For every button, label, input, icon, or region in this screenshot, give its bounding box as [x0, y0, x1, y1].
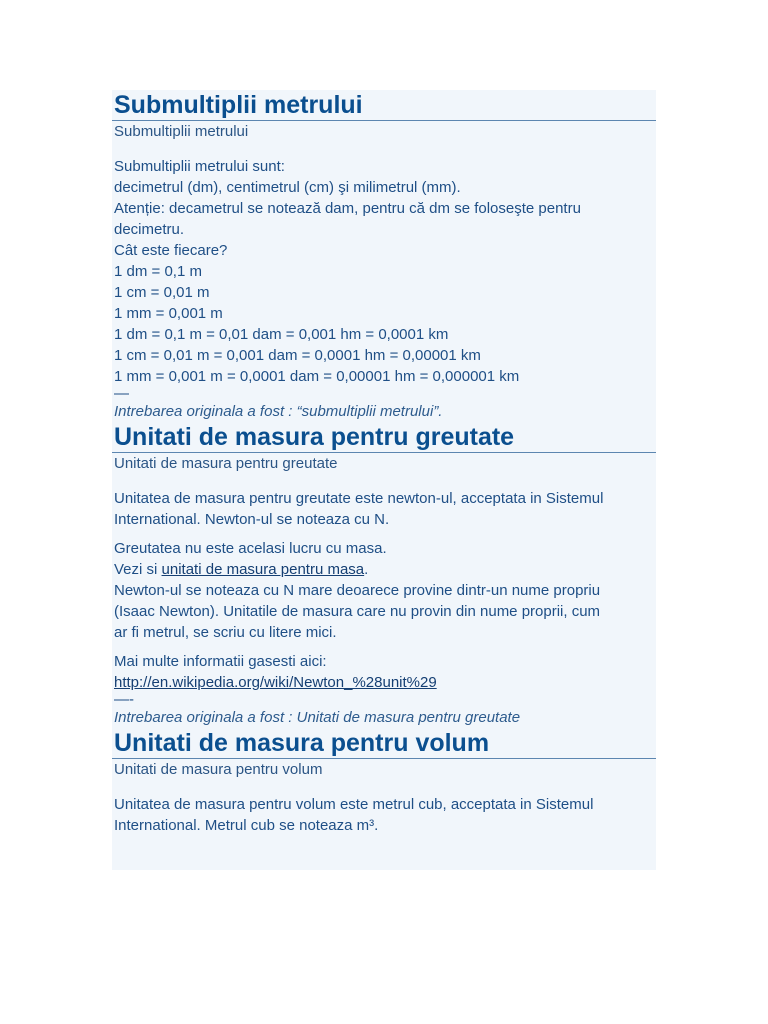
text-line: ar fi metrul, se scriu cu litere mici.	[114, 624, 337, 641]
text-line: 1 cm = 0,01 m	[114, 284, 210, 301]
text-line: Unitatea de masura pentru volum este metrul cub, acceptata in Sistemul	[114, 796, 594, 813]
text-line: (Isaac Newton). Unitatile de masura care nu provin din nume proprii, cum	[114, 603, 601, 620]
period: .	[364, 561, 369, 578]
text-line: Atenție: decametrul se notează dam, pentru că dm se foloseşte pentru	[114, 200, 581, 217]
spacer	[112, 142, 656, 156]
spacer	[112, 643, 656, 651]
section-subtitle: Unitati de masura pentru greutate	[114, 455, 338, 472]
text-line: 1 dm = 0,1 m	[114, 263, 202, 280]
text-line: 1 dm = 0,1 m = 0,01 dam = 0,001 hm = 0,0001 km	[114, 326, 449, 343]
spacer	[112, 530, 656, 538]
separator-dash: —	[114, 385, 129, 402]
section-title-greutate: Unitati de masura pentru greutate	[112, 422, 656, 453]
text-line: Cât este fiecare?	[114, 242, 228, 259]
spacer	[112, 780, 656, 794]
link-wikipedia-newton[interactable]: http://en.wikipedia.org/wiki/Newton_%28unit%29	[114, 674, 437, 691]
text-line: Newton-ul se noteaza cu N mare deoarece provine dintr-un nume propriu	[114, 582, 601, 599]
original-question: Intrebarea originala a fost : Unitati de masura pentru greutate	[114, 709, 521, 726]
text-line: 1 cm = 0,01 m = 0,001 dam = 0,0001 hm = 0,00001 km	[114, 347, 481, 364]
text-line: 1 mm = 0,001 m	[114, 305, 223, 322]
text-line: Greutatea nu este acelasi lucru cu masa.	[114, 540, 387, 557]
section-title-volum: Unitati de masura pentru volum	[112, 728, 656, 759]
text-line-with-link	[112, 672, 656, 693]
text-line: Submultiplii metrului sunt:	[114, 158, 285, 175]
vezi-text: Vezi si	[114, 561, 162, 578]
text-line: International. Metrul cub se noteaza m³.	[114, 817, 379, 834]
link-unitati-masa[interactable]: unitati de masura pentru masa	[161, 561, 365, 578]
section-title-submultiplii: Submultiplii metrului	[112, 90, 656, 121]
separator-dash: —-	[114, 691, 134, 708]
text-line: decimetru.	[114, 221, 185, 238]
section-subtitle: Submultiplii metrului	[114, 123, 249, 140]
text-line-with-link	[112, 559, 656, 580]
original-question: Intrebarea originala a fost : “submultiplii metrului”.	[114, 403, 443, 420]
section-subtitle: Unitati de masura pentru volum	[114, 761, 323, 778]
text-line: Mai multe informatii gasesti aici:	[114, 653, 327, 670]
text-line: International. Newton-ul se noteaza cu N.	[114, 511, 390, 528]
spacer	[112, 474, 656, 488]
text-line: 1 mm = 0,001 m = 0,0001 dam = 0,00001 hm = 0,000001 km	[114, 368, 520, 385]
text-line: decimetrul (dm), centimetrul (cm) şi milimetrul (mm).	[114, 179, 461, 196]
text-line: Unitatea de masura pentru greutate este newton-ul, acceptata in Sistemul	[114, 490, 604, 507]
document-page	[112, 90, 656, 870]
